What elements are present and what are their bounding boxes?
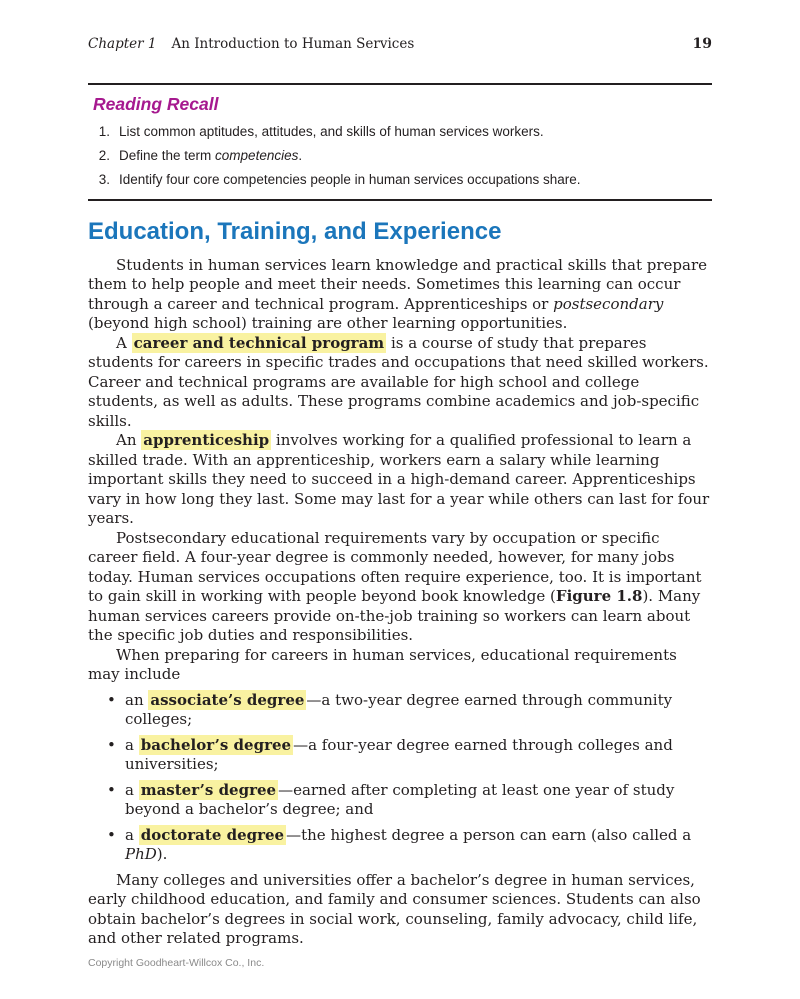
text-run: A [116, 333, 132, 352]
text-run: ). Many human services careers provide on-the-job training so workers can learn about the specific job duties and responsibilities. [88, 587, 701, 645]
key-term-highlight: bachelor’s degree [140, 735, 292, 754]
text-run: —earned after completing at least one year of study beyond a bachelor’s degree; and [125, 780, 675, 819]
section-heading: Education, Training, and Experience [88, 217, 502, 245]
text-run: involves working for a qualified professional to learn a skilled trade. With an apprenticeship, workers earn a salary while learning important skills they need to succeed in a high-demand career. Apprenticeships vary in how long they last. Some may last for a year while others can last for four years. [88, 431, 710, 528]
key-term-highlight: associate’s degree [150, 690, 305, 709]
text-run: ). [156, 845, 168, 864]
bullet-icon: • [107, 735, 116, 754]
body-paragraph [88, 431, 712, 529]
bullet-item [107, 781, 712, 820]
body-paragraph [88, 646, 712, 685]
text-run: —a two-year degree earned through community colleges; [125, 690, 673, 729]
text-run: (beyond high school) training are other learning opportunities. [88, 314, 568, 333]
bullet-item [107, 691, 712, 730]
text-run: is a course of study that prepares students for careers in specific trades and occupations that need skilled workers. Career and technical programs are available for high school and college students, as well as adults. These programs combine academics and job-specific skills. [88, 333, 709, 430]
recall-item-number: 3. [98, 171, 110, 187]
key-term-highlight: doctorate degree [140, 825, 285, 844]
recall-item [93, 124, 712, 141]
recall-item-text [119, 148, 302, 165]
text-run: an [125, 690, 149, 709]
italic-term: PhD [125, 845, 157, 864]
bullet-text [125, 826, 712, 865]
body-paragraph [88, 256, 712, 334]
recall-item-text [119, 172, 581, 189]
text-run: Define the term [119, 147, 216, 163]
text-run: a [125, 735, 139, 754]
reading-recall-list [93, 124, 712, 189]
text-run: When preparing for careers in human services, educational requirements may include [88, 645, 677, 684]
degree-bullet-list [88, 691, 712, 865]
key-term-highlight: master’s degree [140, 780, 277, 799]
recall-item [93, 172, 712, 189]
recall-item-text [119, 124, 544, 141]
text-run: List common aptitudes, attitudes, and skills of human services workers. [119, 124, 544, 139]
body-paragraph [88, 334, 712, 432]
bullet-text [125, 736, 712, 775]
running-head [88, 36, 414, 52]
bullet-text [125, 691, 712, 730]
recall-item-number: 2. [98, 147, 110, 163]
bullet-item [107, 826, 712, 865]
key-term-highlight: apprenticeship [143, 431, 270, 450]
body-paragraph [88, 871, 712, 949]
recall-item-number: 1. [98, 124, 110, 139]
copyright-notice: Copyright Goodheart-Willcox Co., Inc. [88, 957, 265, 969]
body-paragraph [88, 529, 712, 646]
bullet-icon: • [107, 780, 116, 799]
chapter-label: Chapter 1 [88, 36, 157, 52]
text-run: Identify four core competencies people in human services occupations share. [119, 171, 581, 187]
reading-recall-box [88, 83, 712, 201]
bullet-item [107, 736, 712, 775]
text-run: a [125, 825, 139, 844]
bullet-icon: • [107, 690, 116, 709]
page-header [88, 36, 712, 52]
italic-term: postsecondary [553, 294, 664, 313]
bullet-text [125, 781, 712, 820]
text-run: a [125, 780, 139, 799]
bullet-icon: • [107, 825, 116, 844]
figure-reference: Figure 1.8 [555, 587, 643, 606]
italic-term: competencies [215, 147, 299, 163]
text-run: Many colleges and universities offer a bachelor’s degree in human services, early childhood education, and family and consumer sciences. Students can also obtain bachelor’s degrees in social work, counseling, family advocacy, child life, and other related programs. [88, 870, 701, 948]
text-run: —the highest degree a person can earn (also called a [286, 825, 692, 844]
key-term-highlight: career and technical program [133, 333, 385, 352]
chapter-title: An Introduction to Human Services [171, 36, 415, 52]
text-run: —a four-year degree earned through colleges and universities; [125, 735, 673, 774]
page-number: 19 [692, 36, 712, 52]
recall-item [93, 148, 712, 165]
text-run: Students in human services learn knowledge and practical skills that prepare them to help people and meet their needs. Sometimes this learning can occur through a career and technical program. Apprenticeships or [88, 255, 707, 313]
text-run: An [116, 431, 142, 450]
text-run: Postsecondary educational requirements vary by occupation or specific career field. A four-year degree is commonly needed, however, for many jobs today. Human services occupations often require experience, too. It is important to gain skill in working with people beyond book knowledge ( [88, 528, 702, 606]
text-run: . [298, 147, 303, 163]
reading-recall-title: Reading Recall [93, 94, 219, 114]
